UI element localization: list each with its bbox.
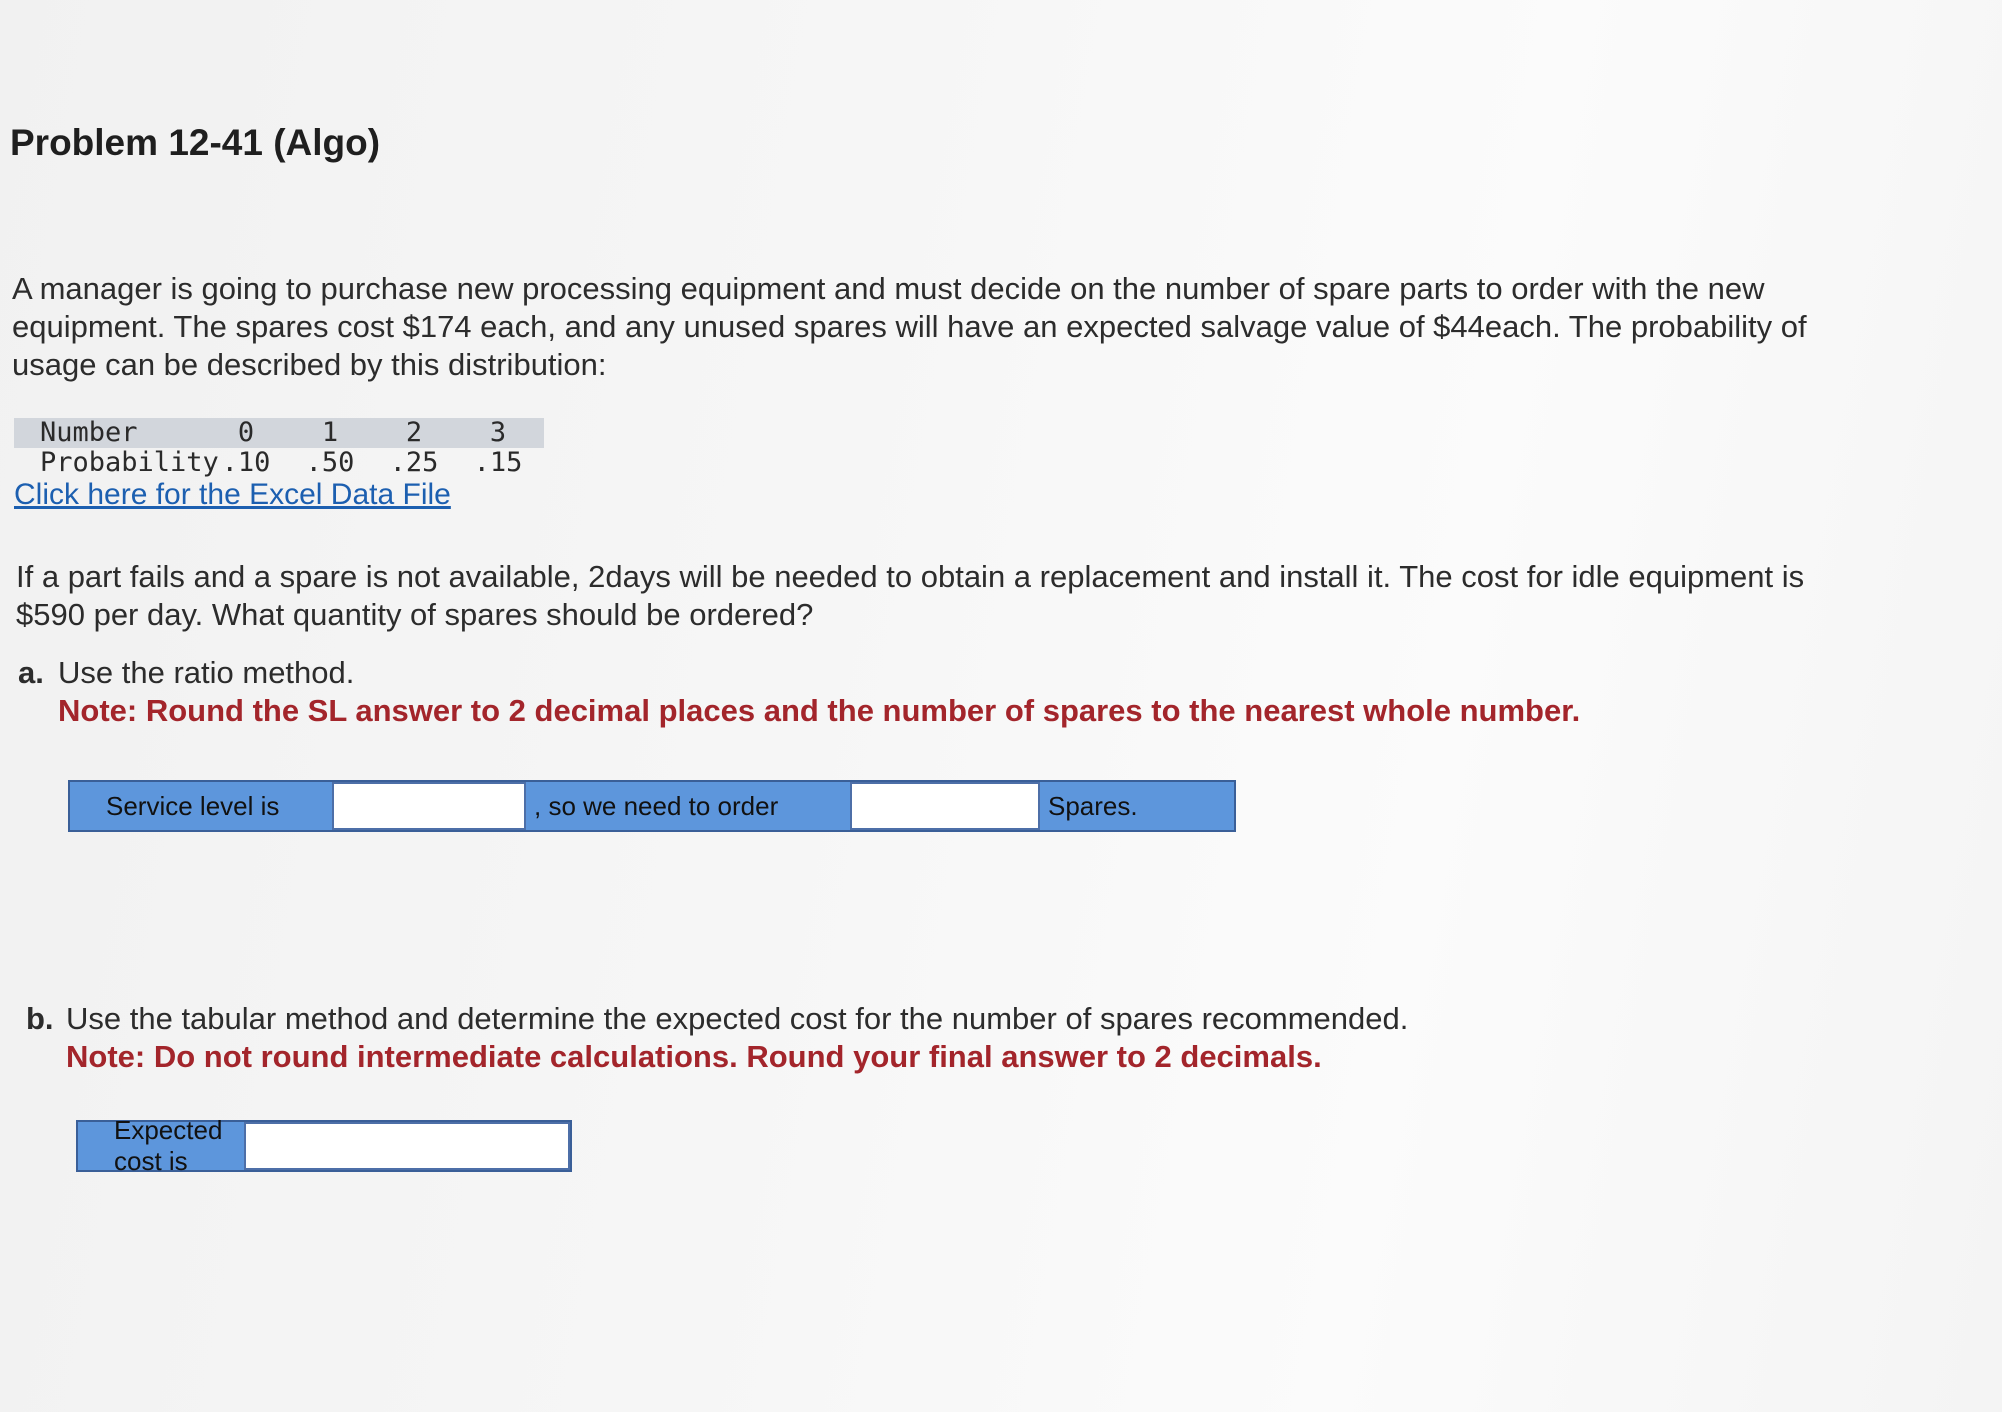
number-cell: 0 (237, 417, 255, 448)
probability-cell: .15 (473, 447, 523, 478)
service-level-input[interactable] (332, 782, 526, 830)
probability-cell: .50 (305, 447, 355, 478)
part-a-note: Note: Round the SL answer to 2 decimal places and the number of spares to the nearest whole number. (58, 693, 1581, 728)
problem-question: If a part fails and a spare is not available, 2days will be needed to obtain a replacement and install it. The cost for idle equipment is $590 per day. What quantity of spares should be ordered? (16, 559, 1805, 632)
problem-intro: A manager is going to purchase new processing equipment and must decide on the number of spare parts to order with the new equipment. The spares cost $174 each, and any unused spares will have an expected salvage value of $44each. The probability of usage can be described by this distribution: (12, 271, 1807, 382)
number-cell: 3 (489, 417, 507, 448)
number-cell: 2 (405, 417, 423, 448)
probability-cell: .10 (221, 447, 271, 478)
part-b-marker: b. (26, 1001, 54, 1036)
part-b-note: Note: Do not round intermediate calculations. Round your final answer to 2 decimals. (66, 1039, 1322, 1074)
number-label: Number (40, 417, 138, 448)
distribution-table (14, 418, 544, 478)
part-a-text: Use the ratio method. (58, 655, 355, 690)
problem-title: Problem 12-41 (Algo) (10, 122, 381, 163)
part-b (26, 1000, 1408, 1076)
distribution-number-row (14, 418, 544, 448)
probability-cell: .25 (389, 447, 439, 478)
need-to-order-label: , so we need to order (534, 790, 779, 821)
spares-label: Spares. (1048, 790, 1138, 821)
part-a-marker: a. (18, 655, 44, 690)
part-a-answer-row (68, 780, 1236, 832)
distribution-probability-row (14, 448, 544, 478)
number-cell: 1 (321, 417, 339, 448)
excel-data-file-link[interactable]: Click here for the Excel Data File (14, 478, 451, 511)
part-b-answer-row (76, 1115, 572, 1176)
part-a (18, 654, 1580, 730)
expected-cost-label: Expected cost is (114, 1115, 223, 1176)
spares-quantity-input[interactable] (850, 782, 1040, 830)
expected-cost-input[interactable] (244, 1122, 570, 1170)
service-level-label: Service level is (106, 790, 280, 821)
probability-label: Probability (40, 447, 219, 478)
part-b-text: Use the tabular method and determine the expected cost for the number of spares recommended. (66, 1001, 1409, 1036)
